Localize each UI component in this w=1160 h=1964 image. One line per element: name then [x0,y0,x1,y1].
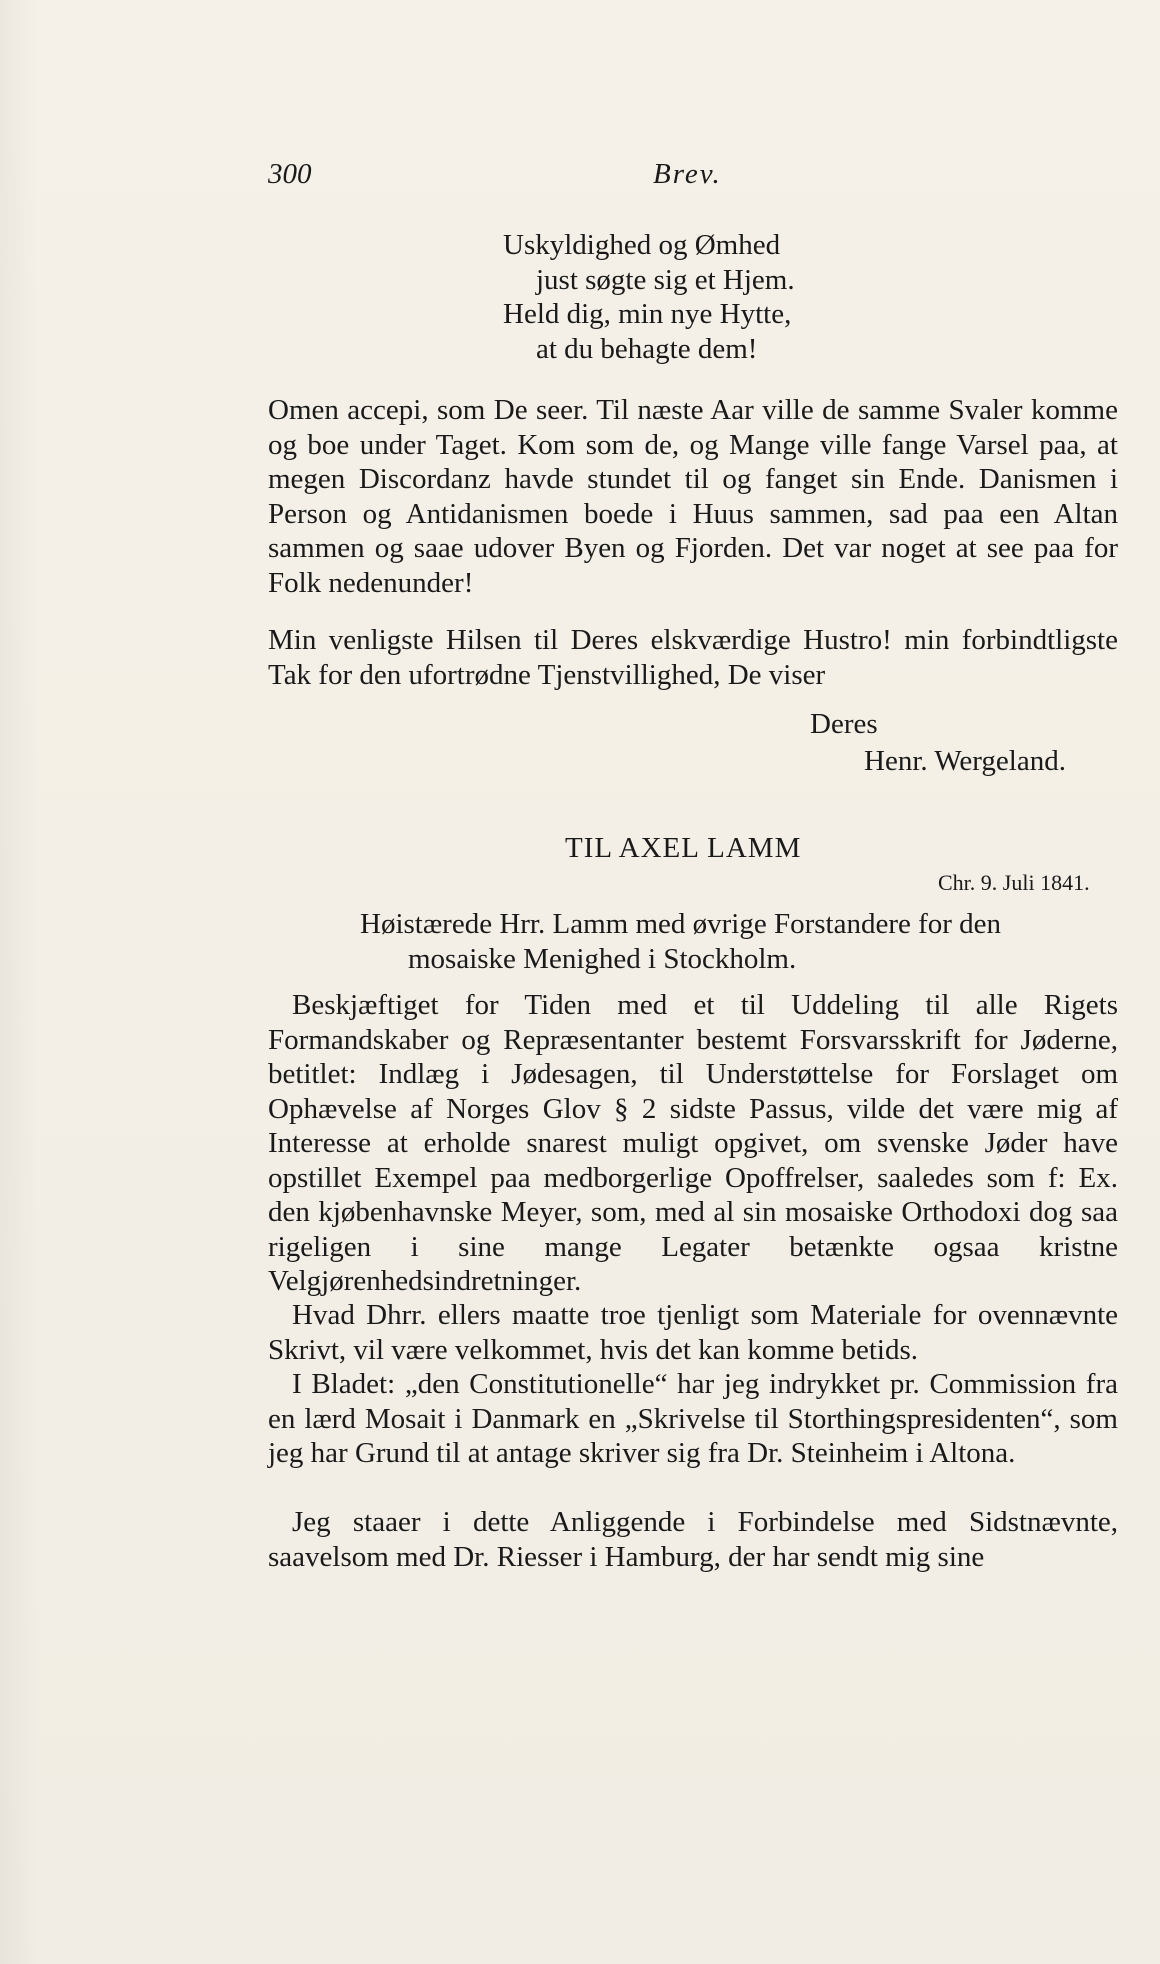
letter-dateline: Chr. 9. Juli 1841. [938,870,1090,895]
poem-line: Uskyldighed og Ømhed [503,229,781,261]
poem-stanza [268,228,1118,366]
running-head: Brev. [653,158,722,190]
letter-salutation [360,907,1120,976]
salutation-line: mosaiske Menighed i Stockholm. [408,942,797,975]
poem-line: Held dig, min nye Hytte, [503,298,792,330]
letter-paragraph: Beskjæftiget for Tiden med et til Uddeling til alle Rigets Formandskaber og Repræsentanter bestemt Forsvarsskrift for Jøderne, betitlet: Indlæg i Jødesagen, til Understøttelse for Forslaget om Ophævelse af Norges Glov § 2 sidste Passus, vilde det være mig af Interesse at erholde snarest muligt opgivet, om svenske Jøder have opstillet Exempel paa medborgerlige Opoffrelser, saaledes som f: Ex. den kjøbenhavnske Meyer, som, med al sin mosaiske Orthodoxi dog saa rigeligen i sine mange Legater betænkte ogsaa kristne Velgjørenhedsindretninger. [268,989,1118,1297]
salutation-line: Høistærede Hrr. Lamm med øvrige Forstandere for den [360,908,1002,940]
letter-closing: Deres [810,708,878,740]
letter-paragraph: I Bladet: „den Constitutionelle“ har jeg indrykket pr. Commission fra en lærd Mosait i Danmark en „Skrivelse til Storthingspresidenten“, som jeg har Grund til at antage skriver sig fra Dr. Steinheim i Altona. [268,1368,1118,1469]
letter-heading: TIL AXEL LAMM [565,832,802,864]
poem-line: at du behagte dem! [536,332,758,365]
page-number: 300 [268,158,312,190]
letter-paragraph: Min venligste Hilsen til Deres elskværdige Hustro! min forbindtligste Tak for den ufortrødne Tjenstvillighed, De viser [268,624,1118,691]
page-header [268,158,1118,198]
letter-paragraph: Hvad Dhrr. ellers maatte troe tjenligt som Materiale for ovennævnte Skrivt, vil være velkommet, hvis det kan komme betids. [268,1299,1118,1366]
poem-line: just søgte sig et Hjem. [536,263,795,296]
letter-paragraph: Jeg staaer i dette Anliggende i Forbindelse med Sidstnævnte, saavelsom med Dr. Riesser i Hamburg, der har sendt mig sine [268,1506,1118,1573]
letter-signature: Henr. Wergeland. [864,745,1066,777]
letter-paragraph: Omen accepi, som De seer. Til næste Aar ville de samme Svaler komme og boe under Taget. Kom som de, og Mange ville fange Varsel paa, at megen Discordanz havde stundet til og fanget sin Ende. Danismen i Person og Antidanismen boede i Huus sammen, sad paa een Altan sammen og saae udover Byen og Fjorden. Det var noget at see paa for Folk nedenunder! [268,394,1118,599]
